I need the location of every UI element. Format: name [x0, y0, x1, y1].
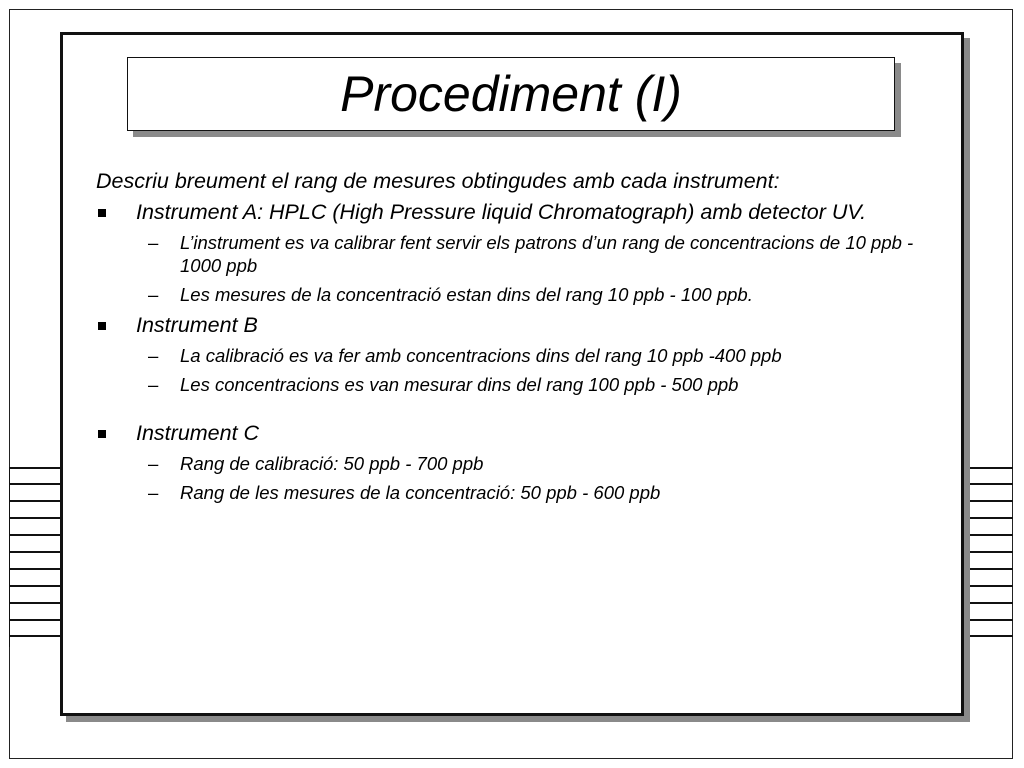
- sub-bullet: [96, 283, 946, 306]
- sub-bullet-text: Rang de calibració: 50 ppb - 700 ppb: [180, 453, 484, 474]
- slide-title: Procediment (I): [340, 66, 682, 122]
- dash-bullet-icon: –: [148, 453, 159, 474]
- sub-bullet-text: La calibració es va fer amb concentracions dins del rang 10 ppb -400 ppb: [180, 345, 782, 366]
- bullet-instrument-a: [96, 199, 946, 225]
- intro-text: Descriu breument el rang de mesures obtingudes amb cada instrument:: [96, 169, 780, 193]
- dash-bullet-icon: –: [148, 284, 159, 305]
- slide-content: [96, 168, 946, 504]
- bullet-instrument-c: [96, 420, 946, 446]
- instrument-a-heading: Instrument A: HPLC (High Pressure liquid Chromatograph) amb detector UV.: [136, 200, 867, 224]
- sub-bullet-text: Rang de les mesures de la concentració: 50 ppb - 600 ppb: [180, 482, 661, 503]
- sub-bullet: [96, 231, 946, 277]
- sub-bullet: [96, 344, 946, 367]
- sub-bullet: [96, 481, 946, 504]
- dash-bullet-icon: –: [148, 374, 159, 395]
- sub-bullet-text: Les concentracions es van mesurar dins del rang 100 ppb - 500 ppb: [180, 374, 739, 395]
- title-box: [127, 57, 895, 131]
- square-bullet-icon: [98, 209, 106, 217]
- sub-bullet-text: L’instrument es va calibrar fent servir els patrons d’un rang de concentracions de 10 ppb - 1000 ppb: [180, 232, 914, 276]
- dash-bullet-icon: –: [148, 345, 159, 366]
- square-bullet-icon: [98, 430, 106, 438]
- sub-bullet-text: Les mesures de la concentració estan dins del rang 10 ppb - 100 ppb.: [180, 284, 753, 305]
- bullet-instrument-b: [96, 312, 946, 338]
- sub-bullet: [96, 373, 946, 396]
- dash-bullet-icon: –: [148, 482, 159, 503]
- square-bullet-icon: [98, 322, 106, 330]
- dash-bullet-icon: –: [148, 232, 159, 253]
- instrument-c-heading: Instrument C: [136, 421, 260, 445]
- instrument-b-heading: Instrument B: [136, 313, 258, 337]
- sub-bullet: [96, 452, 946, 475]
- left-stripe-decoration: [9, 467, 65, 647]
